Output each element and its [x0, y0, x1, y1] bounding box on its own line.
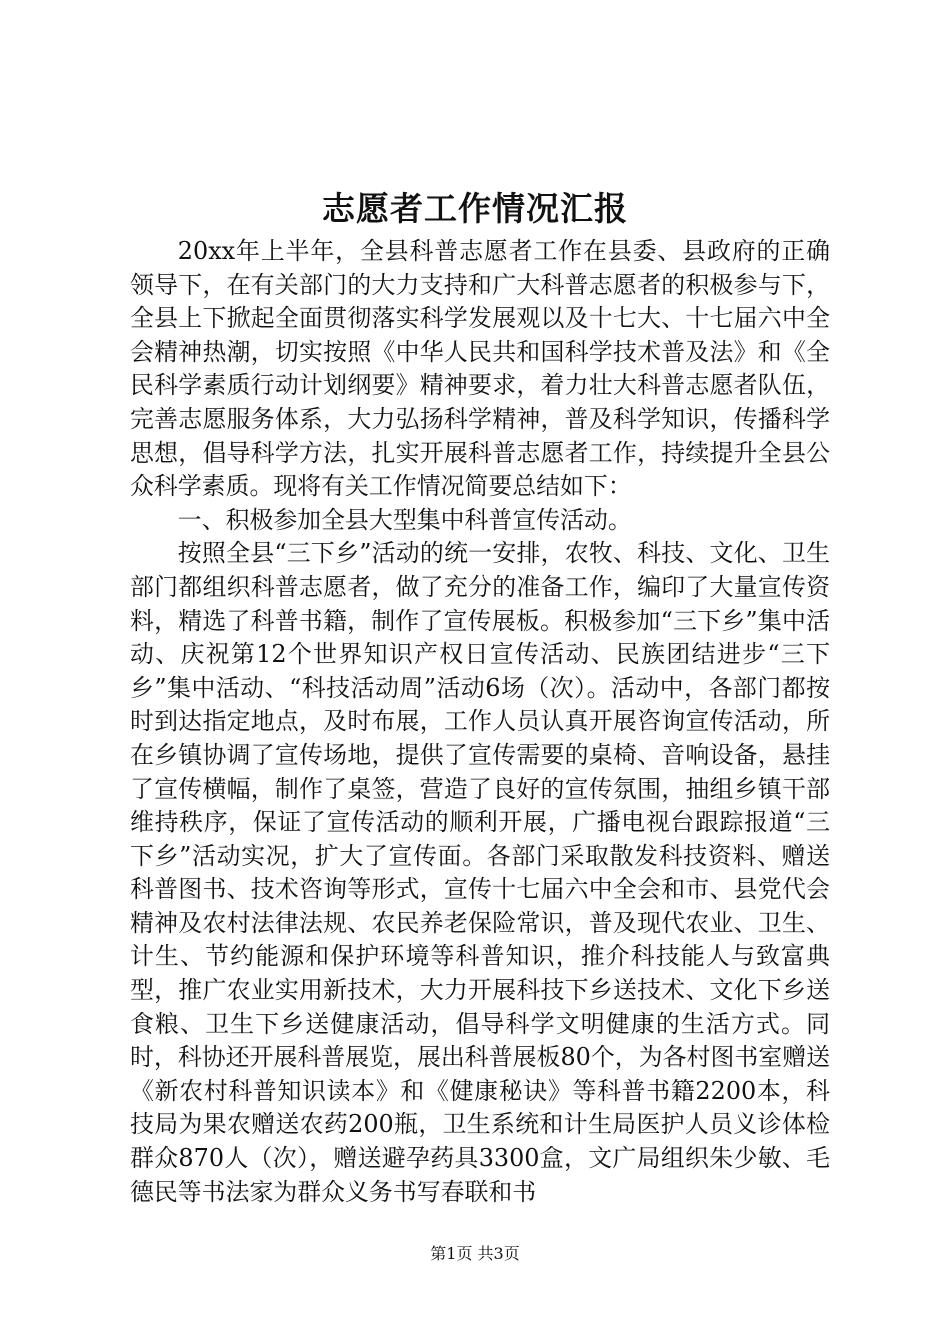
paragraph-activities: 按照全县“三下乡”活动的统一安排，农牧、科技、文化、卫生部门都组织科普志愿者，做了充分的准备工作，编印了大量宣传资料，精选了科普书籍，制作了宣传展板。积极参加“三下乡”集中活动、庆祝第12个世界知识产权日宣传活动、民族团结进步“三下乡”集中活动、“科技活动周”活动6场（次）。活动中，各部门都按时到达指定地点，及时布展，工作人员认真开展咨询宣传活动，所在乡镇协调了宣传场地，提供了宣传需要的桌椅、音响设备，悬挂了宣传横幅，制作了桌签，营造了良好的宣传氛围，抽组乡镇干部维持秩序，保证了宣传活动的顺利开展，广播电视台跟踪报道“三下乡”活动实况，扩大了宣传面。各部门采取散发科技资料、赠送科普图书、技术咨询等形式，宣传十七届六中全会和市、县党代会精神及农村法律法规、农民养老保险常识，普及现代农业、卫生、计生、节约能源和保护环境等科普知识，推介科技能人与致富典型，推广农业实用新技术，大力开展科技下乡送技术、文化下乡送食粮、卫生下乡送健康活动，倡导科学文明健康的生活方式。同时，科协还开展科普展览，展出科普展板80个，为各村图书室赠送《新农村科普知识读本》和《健康秘诀》等科普书籍2200本，科技局为果农赠送农药200瓶，卫生系统和计生局医护人员义诊体检群众870人（次），赠送避孕药具3300盒，文广局组织朱少敏、毛德民等书法家为群众义务书写春联和书 — [130, 539, 830, 1206]
document-body — [130, 235, 830, 1209]
paragraph-intro: 20xx年上半年，全县科普志愿者工作在县委、县政府的正确领导下，在有关部门的大力支持和广大科普志愿者的积极参与下，全县上下掀起全面贯彻落实科学发展观以及十七大、十七届六中全会精神热潮，切实按照《中华人民共和国科学技术普及法》和《全民科学素质行动计划纲要》精神要求，着力壮大科普志愿者队伍，完善志愿服务体系，大力弘扬科学精神，普及科学知识，传播科学思想，倡导科学方法，扎实开展科普志愿者工作，持续提升全县公众科学素质。现将有关工作情况简要总结如下： — [130, 237, 830, 501]
page-footer: 第1页 共3页 — [430, 1244, 520, 1263]
document-title: 志愿者工作情况汇报 — [322, 189, 628, 228]
section-heading-1: 一、积极参加全县大型集中科普宣传活动。 — [177, 505, 632, 534]
